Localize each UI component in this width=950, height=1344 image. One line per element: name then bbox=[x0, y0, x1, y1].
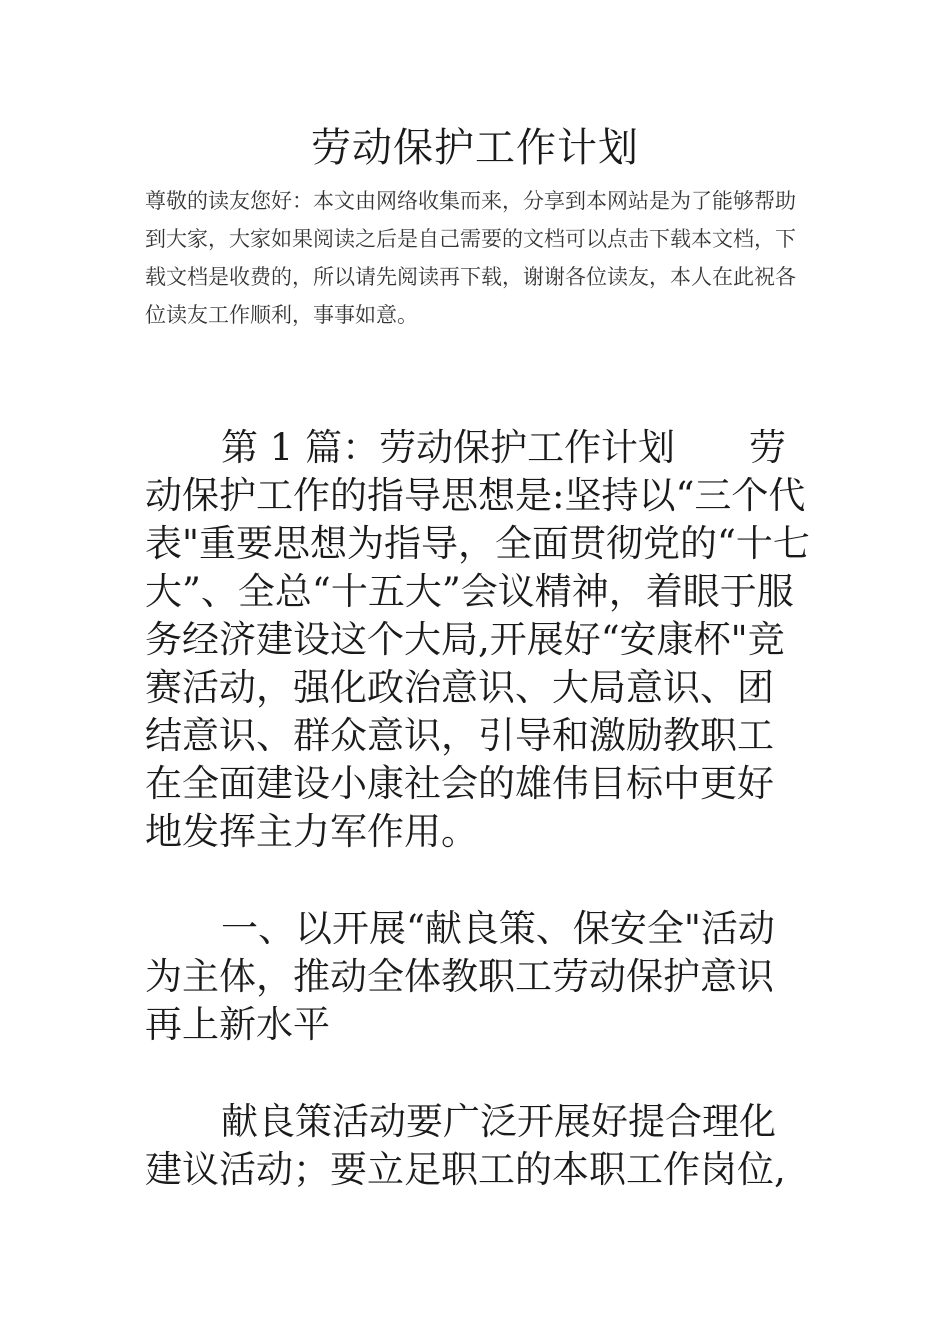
body-paragraph-2: 一、以开展“献良策、保安全"活动为主体，推动全体教职工劳动保护意识再上新水平 bbox=[145, 907, 775, 1046]
document-body bbox=[145, 424, 810, 1194]
reader-notice: 尊敬的读友您好：本文由网络收集而来，分享到本网站是为了能够帮助到大家，大家如果阅读之后是自己需要的文档可以点击下载本文档，下载文档是收费的，所以请先阅读再下载，谢谢各位读友，本人在此祝各位读友工作顺利，事事如意。 bbox=[145, 189, 796, 327]
document-title: 劳动保护工作计划 bbox=[311, 125, 639, 171]
body-paragraph-1: 第 1 篇：劳动保护工作计划 劳动保护工作的指导思想是:坚持以“三个代表"重要思想为指导，全面贯彻党的“十七大”、全总“十五大”会议精神，着眼于服务经济建设这个大局,开展好“安康杯"竞赛活动，强化政治意识、大局意识、团结意识、群众意识，引导和激励教职工在全面建设小康社会的雄伟目标中更好地发挥主力军作用。 bbox=[145, 426, 810, 853]
body-paragraph-3: 献良策活动要广泛开展好提合理化建议活动；要立足职工的本职工作岗位, bbox=[145, 1100, 786, 1191]
